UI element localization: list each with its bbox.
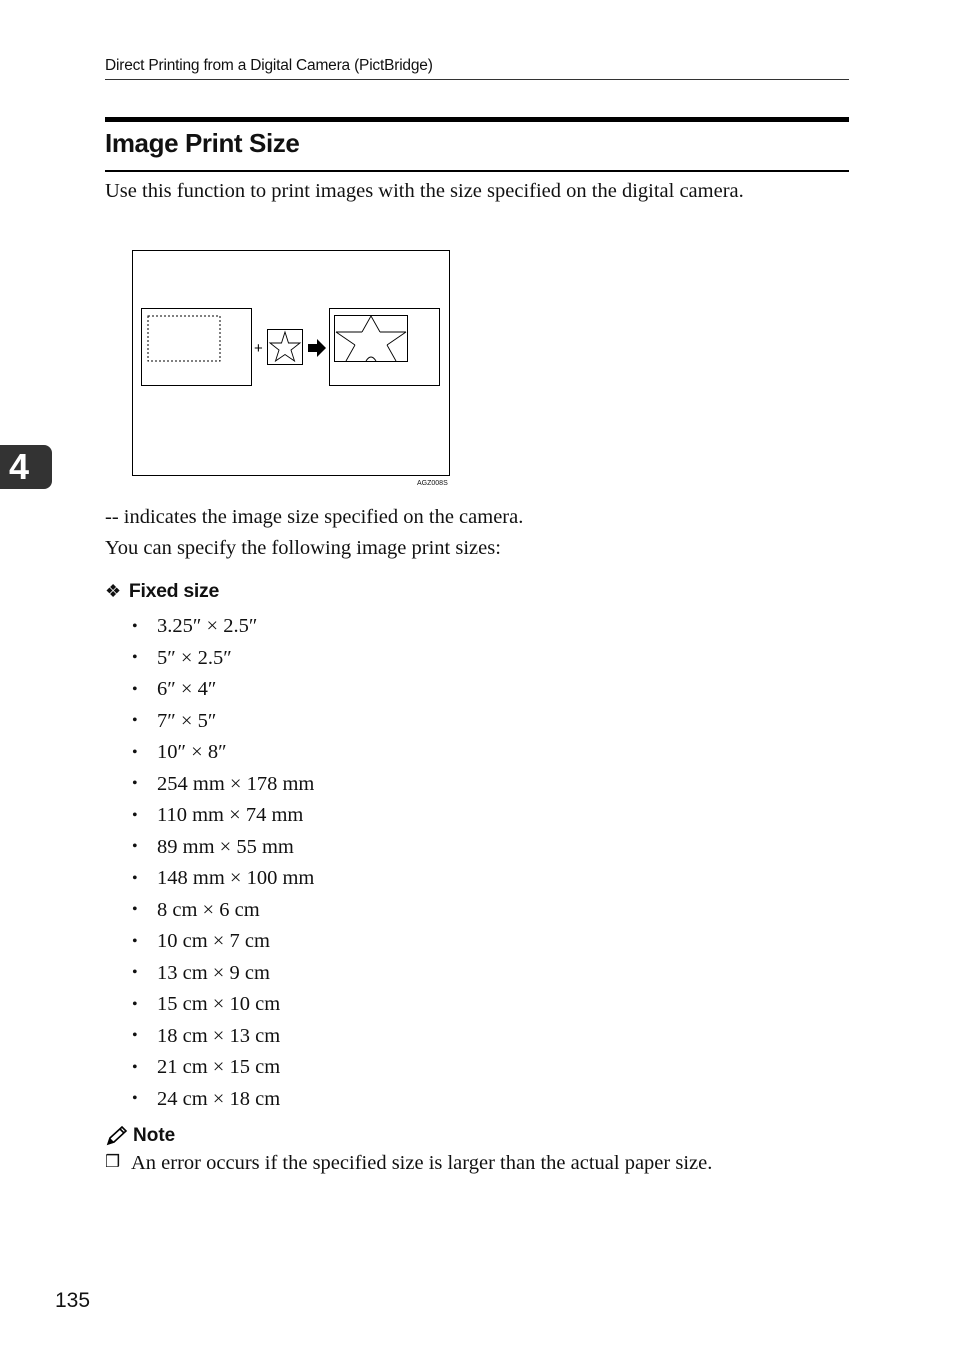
list-item xyxy=(132,737,314,769)
fixed-size-list xyxy=(132,611,314,1115)
title-rule-top xyxy=(105,117,849,122)
list-item xyxy=(132,674,314,706)
bullet-icon: • xyxy=(132,617,138,635)
size-value: 6″ × 4″ xyxy=(157,678,217,701)
size-value: 15 cm × 10 cm xyxy=(157,993,281,1016)
bullet-icon: • xyxy=(132,680,138,698)
list-item xyxy=(132,769,314,801)
size-value: 110 mm × 74 mm xyxy=(157,804,304,827)
bullet-icon: • xyxy=(132,932,138,950)
list-item xyxy=(132,958,314,990)
bullet-icon: • xyxy=(132,901,138,919)
size-value: 18 cm × 13 cm xyxy=(157,1024,281,1047)
figure-code: AGZ008S xyxy=(417,480,448,487)
intro-paragraph: Use this function to print images with the size specified on the digital camera. xyxy=(105,180,744,202)
list-item xyxy=(132,706,314,738)
list-item xyxy=(132,926,314,958)
size-value: 10″ × 8″ xyxy=(157,741,227,764)
note-heading xyxy=(105,1125,175,1147)
plus-sign: + xyxy=(254,340,263,357)
sizes-intro: You can specify the following image print sizes: xyxy=(105,537,501,559)
list-item xyxy=(132,800,314,832)
bullet-icon: • xyxy=(132,743,138,761)
list-item xyxy=(132,832,314,864)
chapter-tab xyxy=(0,445,52,489)
bullet-icon: • xyxy=(132,995,138,1013)
bullet-icon: • xyxy=(132,964,138,982)
list-item xyxy=(132,611,314,643)
bullet-icon: • xyxy=(132,649,138,667)
note-text: An error occurs if the specified size is larger than the actual paper size. xyxy=(131,1152,713,1174)
list-item xyxy=(132,863,314,895)
illustration-svg xyxy=(132,250,450,476)
size-value: 24 cm × 18 cm xyxy=(157,1087,281,1110)
list-item xyxy=(132,895,314,927)
size-value: 148 mm × 100 mm xyxy=(157,867,315,890)
pencil-icon xyxy=(105,1125,129,1147)
size-value: 89 mm × 55 mm xyxy=(157,835,294,858)
indicator-note: -- indicates the image size specified on the camera. xyxy=(105,506,524,528)
size-value: 13 cm × 9 cm xyxy=(157,961,270,984)
bullet-icon: • xyxy=(132,806,138,824)
bullet-icon: • xyxy=(132,775,138,793)
list-item xyxy=(132,1052,314,1084)
diamond-bullet-icon: ❖ xyxy=(105,581,121,601)
size-value: 8 cm × 6 cm xyxy=(157,898,260,921)
size-value: 5″ × 2.5″ xyxy=(157,646,232,669)
size-value: 10 cm × 7 cm xyxy=(157,930,270,953)
size-value: 7″ × 5″ xyxy=(157,709,217,732)
page-number: 135 xyxy=(55,1289,91,1312)
size-value: 3.25″ × 2.5″ xyxy=(157,615,258,638)
chapter-number: 4 xyxy=(8,446,30,487)
checkbox-icon: ❒ xyxy=(105,1152,121,1172)
bullet-icon: • xyxy=(132,838,138,856)
note-heading-label: Note xyxy=(133,1125,176,1146)
print-size-illustration xyxy=(132,250,450,476)
list-item xyxy=(132,989,314,1021)
size-value: 21 cm × 15 cm xyxy=(157,1056,281,1079)
paper-sheet-left xyxy=(142,309,252,386)
list-item xyxy=(132,1021,314,1053)
bullet-icon: • xyxy=(132,1090,138,1108)
fixed-size-heading-label: Fixed size xyxy=(128,580,220,602)
bullet-icon: • xyxy=(132,869,138,887)
list-item xyxy=(132,1084,314,1116)
title-rule-bottom xyxy=(105,170,849,172)
camera-image xyxy=(268,330,303,365)
bullet-icon: • xyxy=(132,1058,138,1076)
bullet-icon: • xyxy=(132,1027,138,1045)
bullet-icon: • xyxy=(132,712,138,730)
fixed-size-heading xyxy=(105,580,219,603)
running-header: Direct Printing from a Digital Camera (PictBridge) xyxy=(105,57,849,80)
page-title: Image Print Size xyxy=(105,128,300,158)
list-item xyxy=(132,643,314,675)
size-value: 254 mm × 178 mm xyxy=(157,772,315,795)
note-item xyxy=(105,1152,712,1175)
